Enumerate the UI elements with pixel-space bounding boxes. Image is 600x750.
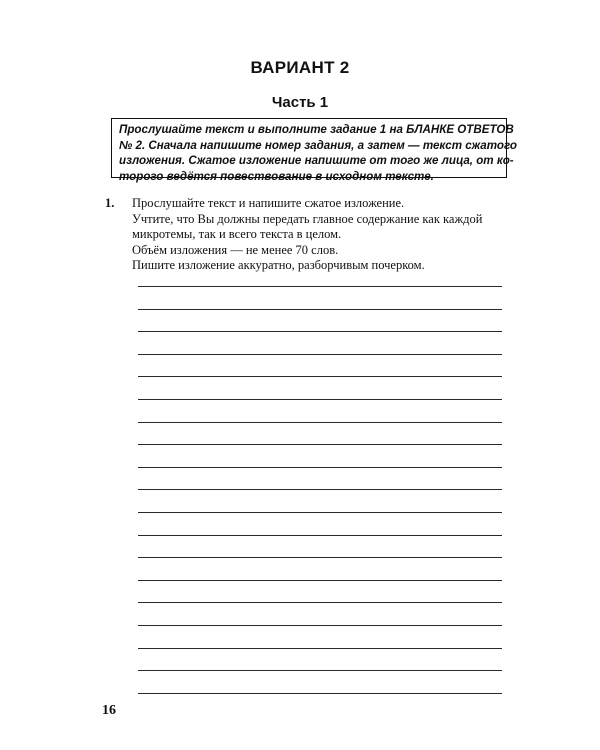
- answer-line: [138, 331, 502, 332]
- instruction-line: торого ведётся повествование в исходном тексте.: [119, 169, 434, 183]
- page-number: 16: [102, 703, 116, 718]
- instruction-line: Прослушайте текст и выполните задание 1 на БЛАНКЕ ОТВЕТОВ: [119, 123, 514, 136]
- answer-line: [138, 693, 502, 694]
- instruction-line: № 2. Сначала напишите номер задания, а затем — текст сжатого: [119, 138, 517, 152]
- answer-line: [138, 309, 502, 310]
- answer-line: [138, 535, 502, 536]
- answer-line: [138, 286, 502, 287]
- answer-line: [138, 444, 502, 445]
- answer-line: [138, 625, 502, 626]
- instruction-line: изложения. Сжатое изложение напишите от того же лица, от ко-: [119, 154, 514, 167]
- answer-line: [138, 489, 502, 490]
- task-line: микротемы, так и всего текста в целом.: [132, 227, 342, 241]
- instruction-box: [111, 118, 517, 183]
- variant-title: ВАРИАНТ 2: [250, 58, 350, 77]
- task-text: [132, 196, 512, 274]
- task-line: Прослушайте текст и напишите сжатое изложение.: [132, 196, 405, 210]
- answer-line: [138, 557, 502, 558]
- task-line: Учтите, что Вы должны передать главное содержание как каждой: [132, 211, 483, 226]
- answer-line: [138, 648, 502, 649]
- answer-line: [138, 376, 502, 377]
- task-line: Пишите изложение аккуратно, разборчивым почерком.: [132, 258, 425, 272]
- answer-line: [138, 512, 502, 513]
- part-title: Часть 1: [271, 94, 329, 111]
- answer-line: [138, 580, 502, 581]
- answer-lines-area[interactable]: [138, 286, 502, 715]
- answer-line: [138, 467, 502, 468]
- answer-line: [138, 354, 502, 355]
- answer-line: [138, 670, 502, 671]
- task-line: Объём изложения — не менее 70 слов.: [132, 242, 339, 257]
- answer-line: [138, 399, 502, 400]
- answer-line: [138, 602, 502, 603]
- answer-line: [138, 422, 502, 423]
- task-number: 1.: [105, 196, 115, 210]
